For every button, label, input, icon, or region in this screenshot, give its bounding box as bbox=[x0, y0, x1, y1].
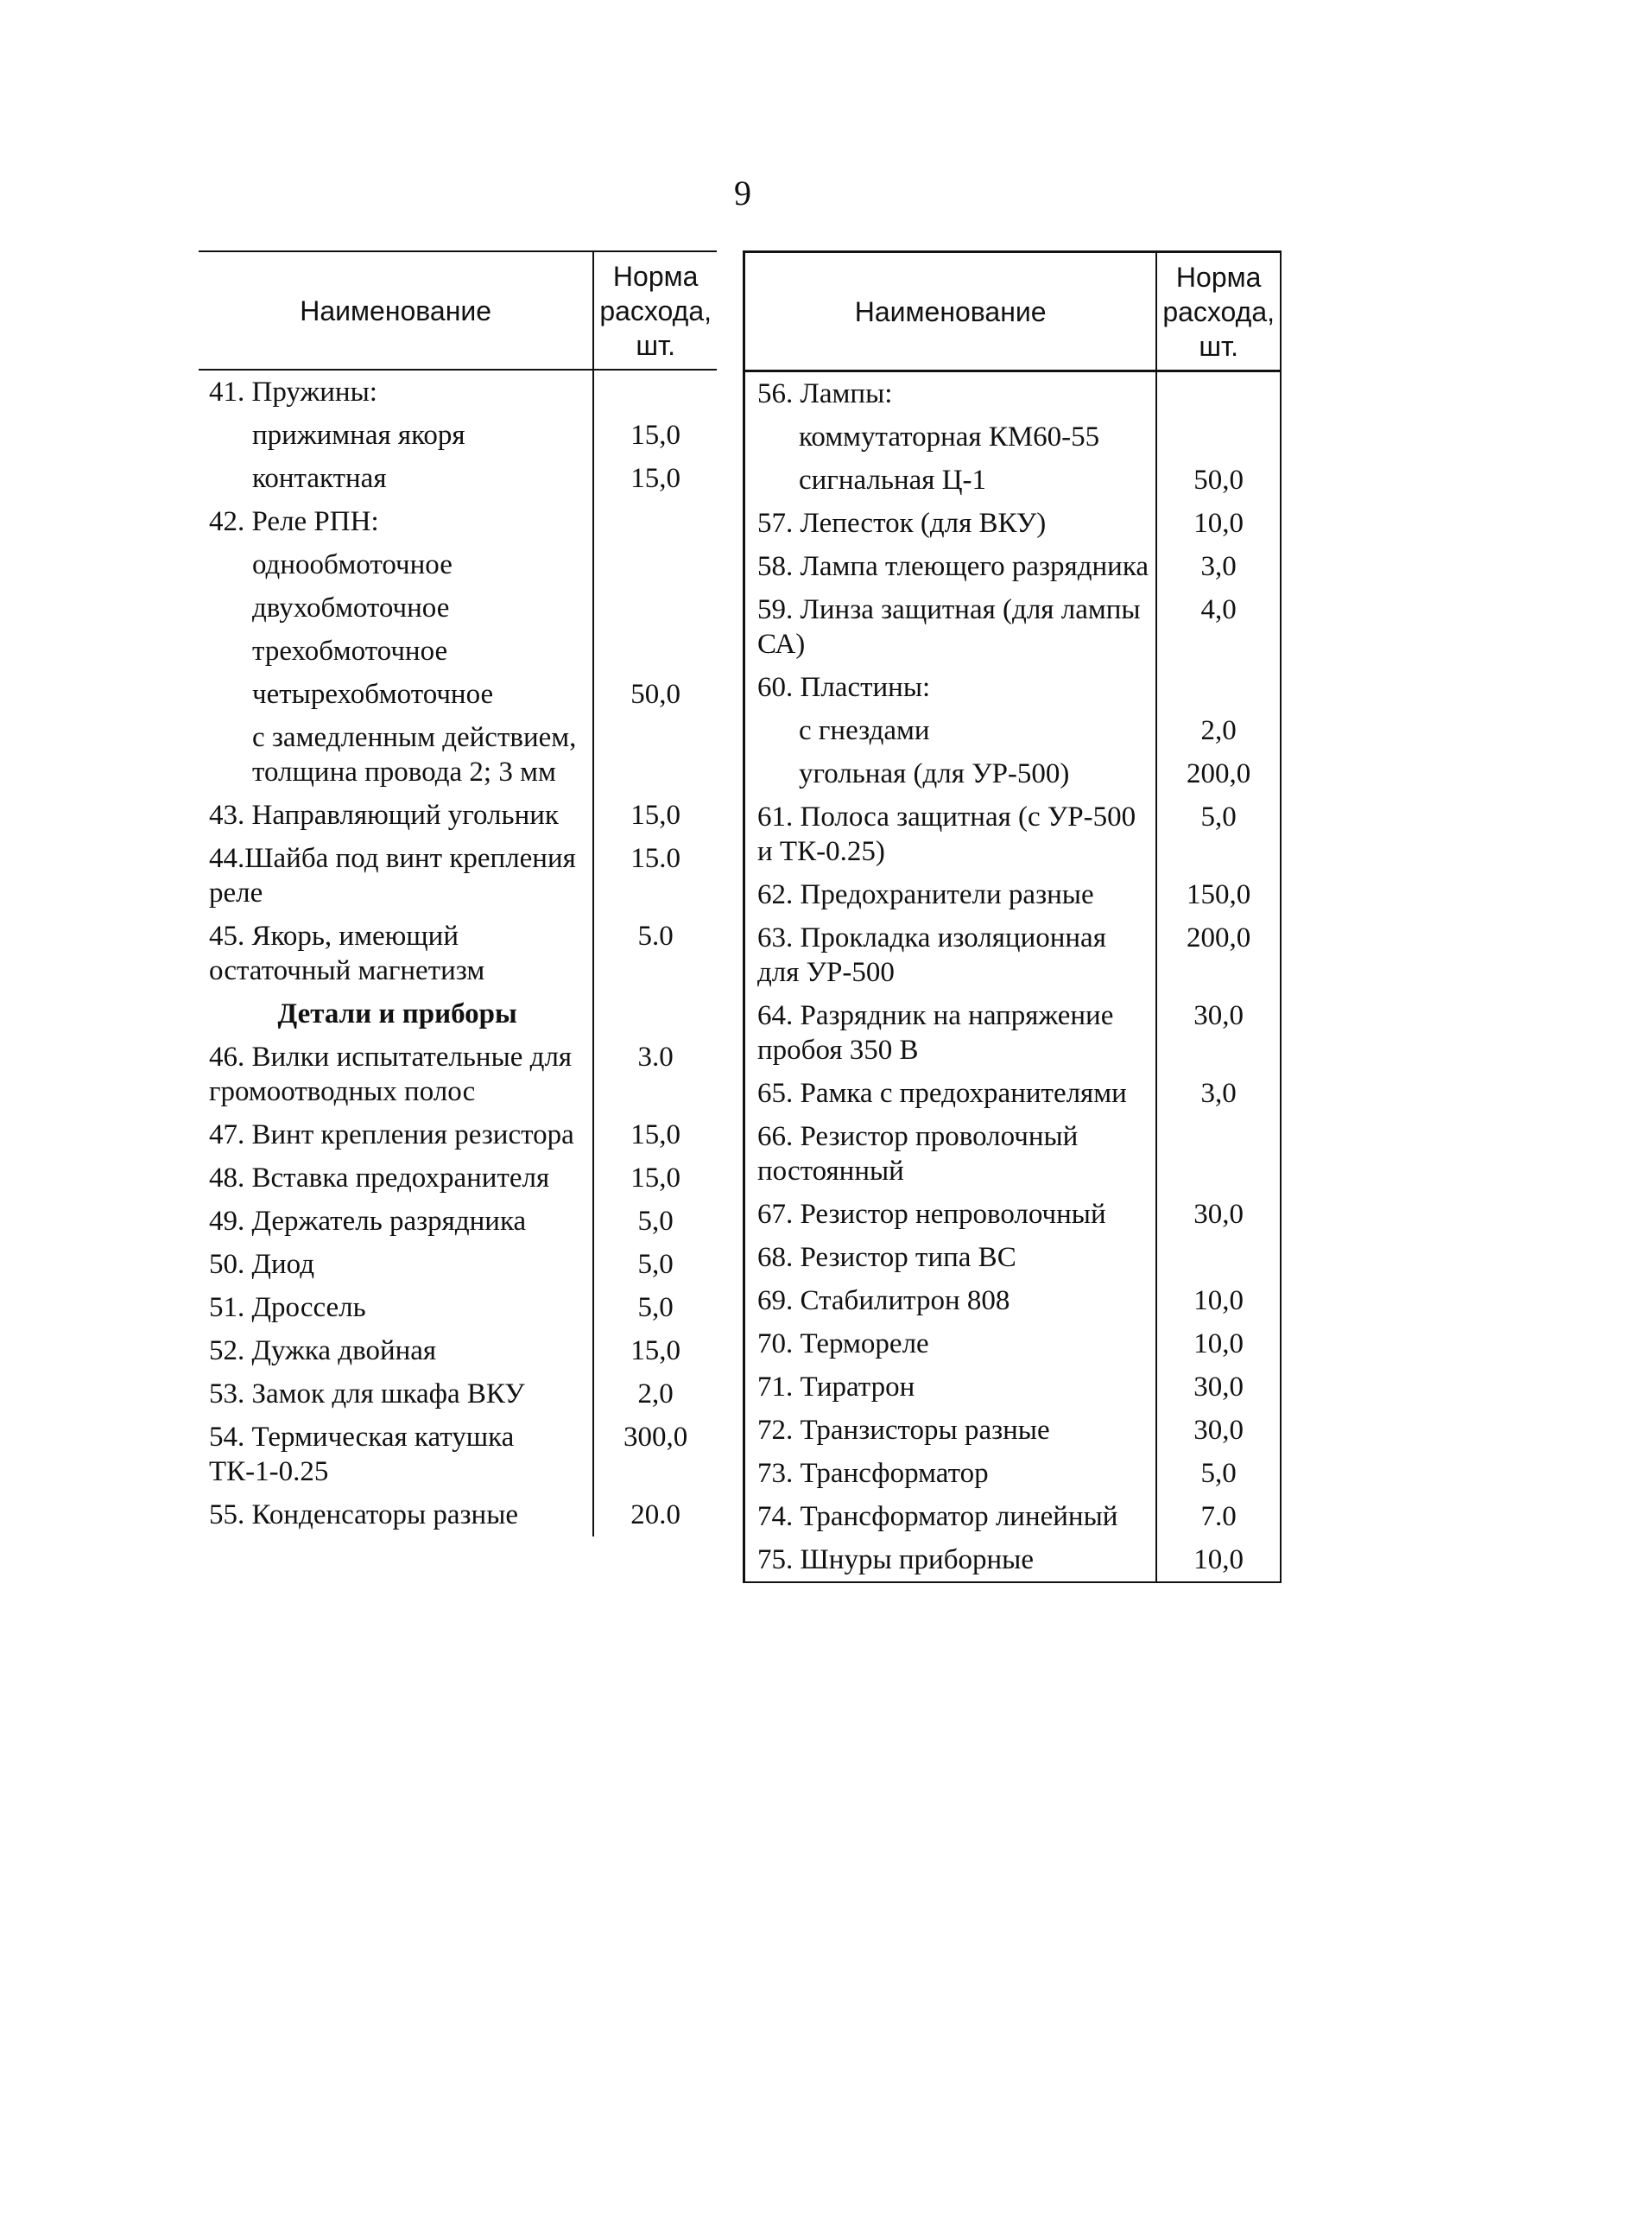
header-norm: Норма расхода, шт. bbox=[593, 251, 717, 370]
item-norm: 10,0 bbox=[1156, 1322, 1280, 1365]
item-name: 61. Полоса защитная (с УР-500 и ТК-0.25) bbox=[744, 795, 1157, 873]
table-row bbox=[199, 630, 717, 673]
item-name: 53. Замок для шкафа ВКУ bbox=[209, 1378, 525, 1410]
table-row bbox=[744, 1409, 1281, 1452]
item-norm bbox=[1156, 371, 1280, 416]
item-norm: 30,0 bbox=[1156, 1365, 1280, 1409]
table-row bbox=[199, 586, 717, 630]
item-norm bbox=[1156, 1236, 1280, 1279]
table-row bbox=[744, 916, 1281, 994]
item-name: 42. Реле РПН: bbox=[209, 506, 379, 537]
item-norm: 3,0 bbox=[1156, 1072, 1280, 1115]
table-row bbox=[199, 915, 717, 992]
table-row bbox=[199, 992, 717, 1036]
item-name: прижимная якоря bbox=[252, 420, 465, 451]
table-row bbox=[744, 666, 1281, 709]
item-norm: 10,0 bbox=[1156, 502, 1280, 545]
item-name: 64. Разрядник на напряжение пробоя 350 В bbox=[744, 994, 1157, 1072]
page-number: 9 bbox=[734, 174, 751, 212]
section-heading: Детали и приборы bbox=[277, 998, 517, 1029]
item-norm: 150,0 bbox=[1156, 873, 1280, 916]
right-table bbox=[743, 250, 1280, 1583]
item-name: 65. Рамка с предохранителями bbox=[744, 1072, 1157, 1115]
item-norm bbox=[593, 716, 717, 794]
table-row bbox=[199, 1156, 717, 1200]
item-name: 66. Резистор проволочный постоянный bbox=[744, 1115, 1157, 1193]
item-name: 73. Трансформатор bbox=[744, 1452, 1157, 1495]
item-norm: 5,0 bbox=[1156, 795, 1280, 873]
table-row bbox=[199, 794, 717, 837]
item-norm: 5,0 bbox=[593, 1200, 717, 1243]
table-row bbox=[744, 371, 1281, 416]
table-row bbox=[199, 500, 717, 543]
table-row bbox=[199, 1329, 717, 1372]
table-row bbox=[744, 873, 1281, 916]
item-norm bbox=[593, 500, 717, 543]
item-name: 54. Термическая катушка ТК-1-0.25 bbox=[209, 1422, 515, 1487]
table-row bbox=[199, 716, 717, 794]
item-norm bbox=[593, 543, 717, 586]
item-norm: 15,0 bbox=[593, 457, 717, 500]
item-norm: 15,0 bbox=[593, 794, 717, 837]
item-name: 52. Дужка двойная bbox=[209, 1335, 437, 1366]
table-row bbox=[199, 414, 717, 457]
item-name: однообмоточное bbox=[252, 549, 453, 580]
table-row bbox=[199, 673, 717, 716]
table-row bbox=[199, 370, 717, 414]
item-norm: 5,0 bbox=[1156, 1452, 1280, 1495]
table-row bbox=[199, 1113, 717, 1156]
right-table-body bbox=[744, 371, 1281, 1583]
item-norm: 7.0 bbox=[1156, 1495, 1280, 1538]
table-row bbox=[744, 795, 1281, 873]
item-name: 70. Термореле bbox=[744, 1322, 1157, 1365]
table-row bbox=[199, 1200, 717, 1243]
item-norm bbox=[593, 586, 717, 630]
item-name: 62. Предохранители разные bbox=[744, 873, 1157, 916]
item-norm bbox=[593, 630, 717, 673]
item-name: 67. Резистор непроволочный bbox=[744, 1193, 1157, 1236]
item-norm: 300,0 bbox=[593, 1416, 717, 1493]
table-row bbox=[744, 415, 1281, 459]
item-norm: 5.0 bbox=[593, 915, 717, 992]
item-norm: 4,0 bbox=[1156, 588, 1280, 666]
table-row bbox=[199, 1493, 717, 1536]
item-name: двухобмоточное bbox=[252, 592, 450, 624]
item-name: 58. Лампа тлеющего разрядника bbox=[744, 545, 1157, 588]
item-name: 72. Транзисторы разные bbox=[744, 1409, 1157, 1452]
item-name: с гнездами bbox=[744, 709, 1157, 752]
item-norm: 5,0 bbox=[593, 1243, 717, 1286]
table-row bbox=[744, 709, 1281, 752]
item-name: 74. Трансформатор линейный bbox=[744, 1495, 1157, 1538]
item-norm bbox=[593, 992, 717, 1036]
item-name: с замедленным действием, толщина провода 2; 3 мм bbox=[252, 722, 577, 788]
table-row bbox=[744, 1279, 1281, 1322]
table-row bbox=[199, 1286, 717, 1329]
table-row bbox=[199, 837, 717, 915]
item-name: 45. Якорь, имеющий остаточный магнетизм bbox=[209, 921, 485, 986]
table-row bbox=[199, 543, 717, 586]
item-name: 68. Резистор типа ВС bbox=[744, 1236, 1157, 1279]
table-row bbox=[744, 459, 1281, 502]
header-name: Наименование bbox=[744, 252, 1157, 371]
table-row bbox=[744, 1322, 1281, 1365]
table-row bbox=[744, 1193, 1281, 1236]
table-row bbox=[744, 1538, 1281, 1582]
table-row bbox=[199, 1372, 717, 1416]
item-name: 43. Направляющий угольник bbox=[209, 800, 559, 831]
item-name: 44.Шайба под винт крепления реле bbox=[209, 843, 576, 909]
item-name: 57. Лепесток (для ВКУ) bbox=[744, 502, 1157, 545]
item-norm: 30,0 bbox=[1156, 1409, 1280, 1452]
item-name: 59. Линза защитная (для лампы СА) bbox=[744, 588, 1157, 666]
item-name: 55. Конденсаторы разные bbox=[209, 1499, 519, 1530]
table-row bbox=[199, 1416, 717, 1493]
item-norm: 2,0 bbox=[1156, 709, 1280, 752]
item-name: коммутаторная КМ60-55 bbox=[744, 415, 1157, 459]
item-name: 49. Держатель разрядника bbox=[209, 1206, 527, 1237]
item-norm: 50,0 bbox=[593, 673, 717, 716]
header-name: Наименование bbox=[199, 251, 593, 370]
item-name: контактная bbox=[252, 463, 387, 494]
item-norm: 3,0 bbox=[1156, 545, 1280, 588]
item-name: 46. Вилки испытательные для громоотводных полос bbox=[209, 1042, 573, 1107]
table-row bbox=[744, 1115, 1281, 1193]
item-norm: 15,0 bbox=[593, 1156, 717, 1200]
left-table-body bbox=[199, 370, 717, 1536]
table-row bbox=[744, 545, 1281, 588]
item-name: сигнальная Ц-1 bbox=[744, 459, 1157, 502]
item-norm: 10,0 bbox=[1156, 1538, 1280, 1582]
item-norm bbox=[593, 370, 717, 414]
item-name: 47. Винт крепления резистора bbox=[209, 1119, 574, 1150]
item-name: 69. Стабилитрон 808 bbox=[744, 1279, 1157, 1322]
item-norm: 50,0 bbox=[1156, 459, 1280, 502]
header-norm: Норма расхода, шт. bbox=[1156, 252, 1280, 371]
item-norm bbox=[1156, 666, 1280, 709]
item-name: 60. Пластины: bbox=[744, 666, 1157, 709]
table-row bbox=[744, 994, 1281, 1072]
item-norm bbox=[1156, 415, 1280, 459]
item-name: четырехобмоточное bbox=[252, 679, 494, 710]
item-norm: 30,0 bbox=[1156, 1193, 1280, 1236]
item-norm bbox=[1156, 1115, 1280, 1193]
item-norm: 15,0 bbox=[593, 1329, 717, 1372]
item-norm: 15.0 bbox=[593, 837, 717, 915]
table-row bbox=[744, 1365, 1281, 1409]
item-name: трехобмоточное bbox=[252, 636, 448, 667]
item-norm: 20.0 bbox=[593, 1493, 717, 1536]
table-row bbox=[744, 752, 1281, 795]
item-norm: 200,0 bbox=[1156, 752, 1280, 795]
table-row bbox=[744, 588, 1281, 666]
item-norm: 5,0 bbox=[593, 1286, 717, 1329]
table-row bbox=[744, 502, 1281, 545]
item-norm: 2,0 bbox=[593, 1372, 717, 1416]
item-norm: 200,0 bbox=[1156, 916, 1280, 994]
left-table-panel bbox=[199, 250, 717, 1536]
item-name: 48. Вставка предохранителя bbox=[209, 1163, 550, 1194]
item-name: 50. Диод bbox=[209, 1249, 315, 1280]
item-name: 41. Пружины: bbox=[209, 377, 377, 408]
item-name: 75. Шнуры приборные bbox=[744, 1538, 1157, 1582]
item-norm: 30,0 bbox=[1156, 994, 1280, 1072]
item-name: 71. Тиратрон bbox=[744, 1365, 1157, 1409]
right-table-panel bbox=[743, 250, 1282, 1583]
item-norm: 3.0 bbox=[593, 1036, 717, 1113]
table-row bbox=[199, 1036, 717, 1113]
item-name: угольная (для УР-500) bbox=[744, 752, 1157, 795]
table-row bbox=[744, 1072, 1281, 1115]
table-row bbox=[199, 457, 717, 500]
table-row bbox=[744, 1236, 1281, 1279]
item-norm: 15,0 bbox=[593, 1113, 717, 1156]
table-row bbox=[744, 1495, 1281, 1538]
table-row bbox=[744, 1452, 1281, 1495]
item-name: 63. Прокладка изоляционная для УР-500 bbox=[744, 916, 1157, 994]
item-norm: 10,0 bbox=[1156, 1279, 1280, 1322]
left-table bbox=[199, 250, 717, 1536]
item-name: 56. Лампы: bbox=[744, 371, 1157, 416]
table-row bbox=[199, 1243, 717, 1286]
item-name: 51. Дроссель bbox=[209, 1292, 366, 1323]
item-norm: 15,0 bbox=[593, 414, 717, 457]
